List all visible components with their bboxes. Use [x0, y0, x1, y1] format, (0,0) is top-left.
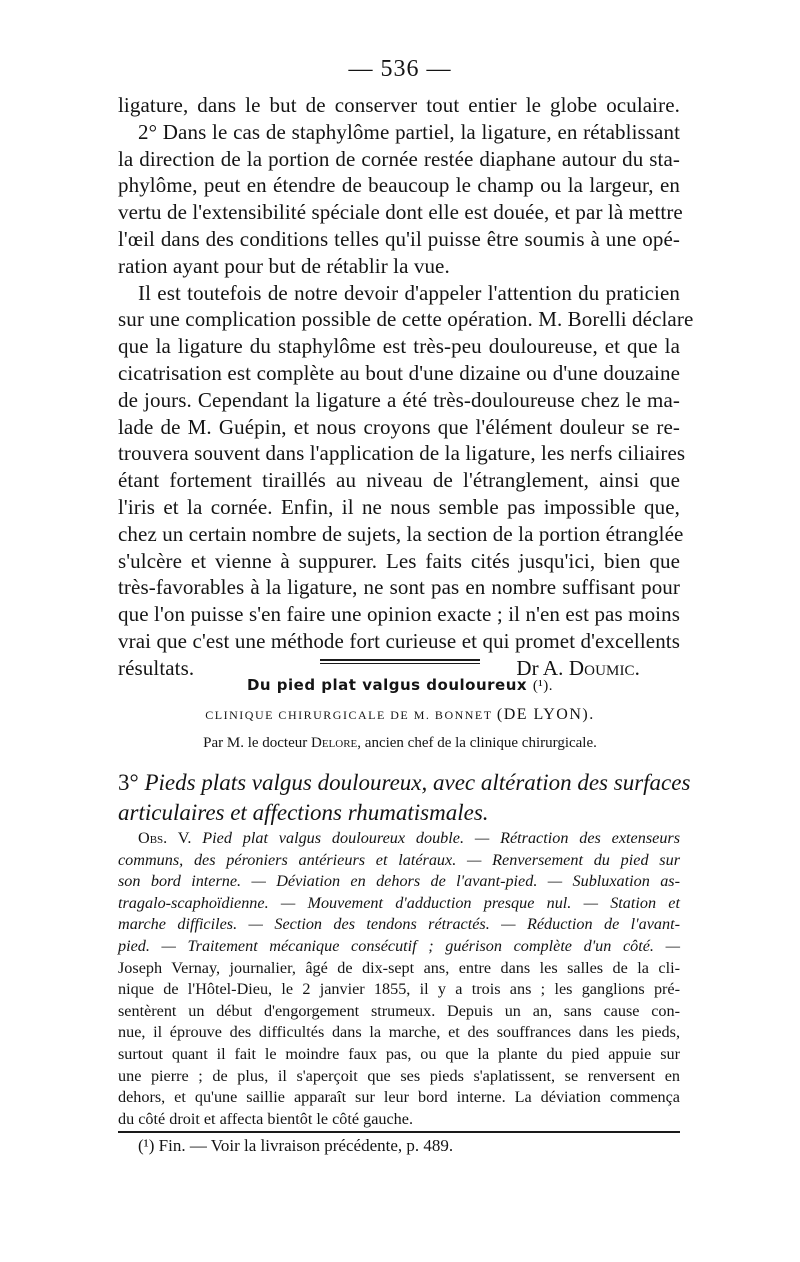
- obs-line: nue, il éprouve des difficultés dans la marche, et des souffrances dans les pieds,: [118, 1023, 680, 1042]
- text-line: de jours. Cependant la ligature a été très-douloureuse chez le ma-: [118, 387, 680, 412]
- obs-line: son bord interne. — Déviation en dehors de l'avant-pied. — Subluxation as-: [118, 872, 680, 891]
- text-line: phylôme, peut en étendre de beaucoup le champ ou la largeur, en: [118, 173, 680, 198]
- text-line: que l'on puisse s'en faire une opinion exacte ; il n'en est pas moins: [118, 602, 680, 627]
- clinic-line: [0, 706, 800, 724]
- text-line: vertu de l'extensibilité spéciale dont elle est douée, et par là mettre: [118, 200, 683, 225]
- subsection-title-1: Pieds plats valgus douloureux, avec altération des surfaces: [144, 770, 691, 795]
- clinic-name: CLINIQUE CHIRURGICALE DE M. BONNET: [205, 708, 493, 722]
- text-line: l'œil dans des conditions telles qu'il puisse être soumis à une opé-: [118, 226, 680, 251]
- text-line: 2° Dans le cas de staphylôme partiel, la ligature, en rétablissant: [138, 119, 680, 144]
- obs-label: Obs. V.: [138, 829, 192, 847]
- obs-line: une pierre ; de plus, il s'aperçoit que ses pieds s'aplatissent, se renversent en: [118, 1066, 680, 1085]
- obs-line: sentèrent un début d'engorgement strumeux. Depuis un an, sans cause con-: [118, 1001, 680, 1020]
- subsection-heading: [118, 768, 691, 828]
- text-line: sur une complication possible de cette opération. M. Borelli déclare: [118, 307, 694, 332]
- section-divider-thin: [320, 663, 480, 664]
- text-line: ration ayant pour but de rétablir la vue.: [118, 253, 450, 278]
- text-line: cicatrisation est complète au bout d'une dizaine ou d'une douzaine: [118, 360, 680, 385]
- author-line: [0, 735, 800, 752]
- obs-line: surtout quant il fait le moindre faux pas, ou que la plante du pied appuie sur: [118, 1044, 680, 1063]
- author-name: Delore: [311, 735, 358, 751]
- text-line: l'iris et la cornée. Enfin, il ne nous semble pas impossible que,: [118, 494, 680, 519]
- signature-prefix: Dr A.: [516, 655, 564, 680]
- clinic-city: (DE LYON).: [496, 706, 595, 723]
- signature-name: Doumic.: [568, 655, 640, 680]
- obs-line: marche difficiles. — Section des tendons rétractés. — Réduction de l'avant-: [118, 915, 680, 934]
- text-line: chez un certain nombre de sujets, la section de la portion étranglée: [118, 521, 684, 546]
- text-line: lade de M. Guépin, et nous croyons que l'élément douleur se re-: [118, 414, 680, 439]
- obs-line: dehors, et qu'une saillie apparaît sur leur bord interne. La déviation commença: [118, 1088, 680, 1107]
- subsection-number: 3°: [118, 770, 139, 795]
- text-line: que la ligature du staphylôme est très-peu douloureuse, et que la: [118, 334, 680, 359]
- text-line: ligature, dans le but de conserver tout entier le globe oculaire.: [118, 93, 680, 117]
- section-divider: [320, 659, 480, 661]
- obs-line: [118, 828, 680, 850]
- obs-line: communs, des péroniers antérieurs et latéraux. — Renversement du pied sur: [118, 850, 680, 869]
- obs-line: du côté droit et affecta bientôt le côté gauche.: [118, 1109, 413, 1128]
- obs-line: tragalo-scaphoïdienne. — Mouvement d'adduction presque nul. — Station et: [118, 893, 680, 912]
- author-suffix: , ancien chef de la clinique chirurgicale.: [357, 735, 597, 751]
- text-line: s'ulcère et vienne à suppurer. Les faits cités jusqu'ici, bien que: [118, 548, 680, 573]
- closing-word: résultats.: [118, 655, 195, 680]
- footnote-divider: [118, 1131, 680, 1133]
- section-title-note: (¹).: [532, 678, 554, 694]
- text-line: trouvera souvent dans l'application de la ligature, les nerfs ciliaires: [118, 441, 686, 466]
- text-line: la direction de la portion de cornée restée diaphane autour du sta-: [118, 146, 680, 171]
- observation-text: [118, 828, 680, 1130]
- section-title: [0, 676, 800, 695]
- section-title-text: Du pied plat valgus douloureux: [246, 676, 528, 694]
- obs-heading: Pied plat valgus douloureux double. — Rétraction des extenseurs: [202, 829, 681, 847]
- page-number: — 536 —: [348, 56, 452, 82]
- obs-line: nique de l'Hôtel-Dieu, le 2 janvier 1855, il y a trois ans ; les ganglions pré-: [118, 980, 680, 999]
- author-prefix: Par M. le docteur: [203, 735, 308, 751]
- obs-line: pied. — Traitement mécanique consécutif ; guérison complète d'un côté. —: [118, 936, 680, 955]
- subsection-line: [118, 768, 691, 798]
- footnote: (¹) Fin. — Voir la livraison précédente, p. 489.: [138, 1136, 454, 1155]
- body-text: [118, 92, 694, 682]
- obs-line: Joseph Vernay, journalier, âgé de dix-sept ans, entre dans les salles de la cli-: [118, 958, 680, 977]
- text-line: Il est toutefois de notre devoir d'appeler l'attention du praticien: [138, 280, 680, 305]
- subsection-title-2: articulaires et affections rhumatismales.: [118, 800, 489, 825]
- text-line: étant fortement tiraillés au niveau de l'étranglement, ainsi que: [118, 468, 680, 493]
- text-line: très-favorables à la ligature, ne sont pas en nombre suffisant pour: [118, 575, 680, 600]
- text-line: vrai que c'est une méthode fort curieuse et qui promet d'excellents: [118, 628, 680, 653]
